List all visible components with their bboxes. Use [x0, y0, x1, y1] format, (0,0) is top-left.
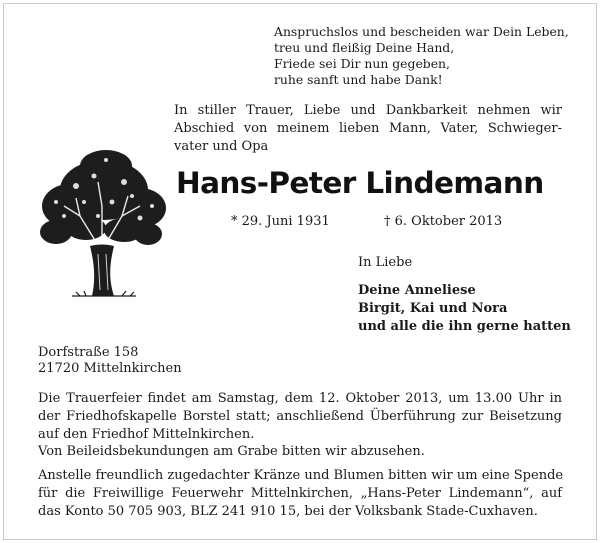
donation-line: Anstelle freundlich zugedachter Kränze und Blumen bitten wir um eine Spende [38, 468, 564, 483]
poem-line: Friede sei Dir nun gegeben, [274, 56, 450, 71]
intro-text [174, 102, 562, 156]
donation-line: das Konto 50 705 903, BLZ 241 910 15, bei der Volksbank Stade-Cuxhaven. [38, 504, 538, 519]
funeral-line: auf den Friedhof Mittelnkirchen. [38, 427, 255, 442]
mourner-line: Birgit, Kai und Nora [358, 301, 508, 316]
intro-line: vater und Opa [174, 139, 269, 154]
intro-line: Abschied von meinem lieben Mann, Vater, Schwieger- [174, 121, 562, 136]
address-street: Dorfstraße 158 [38, 345, 139, 360]
poem-line: Anspruchslos und bescheiden war Dein Leben, [274, 24, 569, 39]
poem [274, 24, 569, 88]
donation-paragraph [38, 467, 562, 521]
mourner-line: Deine Anneliese [358, 283, 476, 298]
tree-icon [36, 146, 168, 302]
death-date: † 6. Oktober 2013 [384, 214, 503, 229]
intro-line: In stiller Trauer, Liebe und Dankbarkeit nehmen wir [174, 103, 562, 118]
donation-line: für die Freiwillige Feuerwehr Mittelnkirchen, „Hans-Peter Lindemann“, auf [38, 486, 562, 501]
address-city: 21720 Mittelnkirchen [38, 361, 182, 376]
address [38, 345, 182, 377]
mourner-line: und alle die ihn gerne hatten [358, 319, 571, 334]
deceased-name: Hans-Peter Lindemann [176, 166, 544, 200]
condolence-note [38, 443, 562, 461]
poem-line: treu und fleißig Deine Hand, [274, 40, 455, 55]
poem-line: ruhe sanft und habe Dank! [274, 72, 443, 87]
funeral-line: Die Trauerfeier findet am Samstag, dem 12. Oktober 2013, um 13.00 Uhr in [38, 391, 562, 406]
birth-date: * 29. Juni 1931 [231, 214, 330, 229]
funeral-line: der Friedhofskapelle Borstel statt; anschließend Überführung zur Beisetzung [38, 409, 562, 424]
condolence-line: Von Beileidsbekundungen am Grabe bitten wir abzusehen. [38, 444, 425, 459]
mourners-intro: In Liebe [358, 255, 413, 270]
mourners [358, 254, 571, 336]
funeral-paragraph [38, 390, 562, 444]
